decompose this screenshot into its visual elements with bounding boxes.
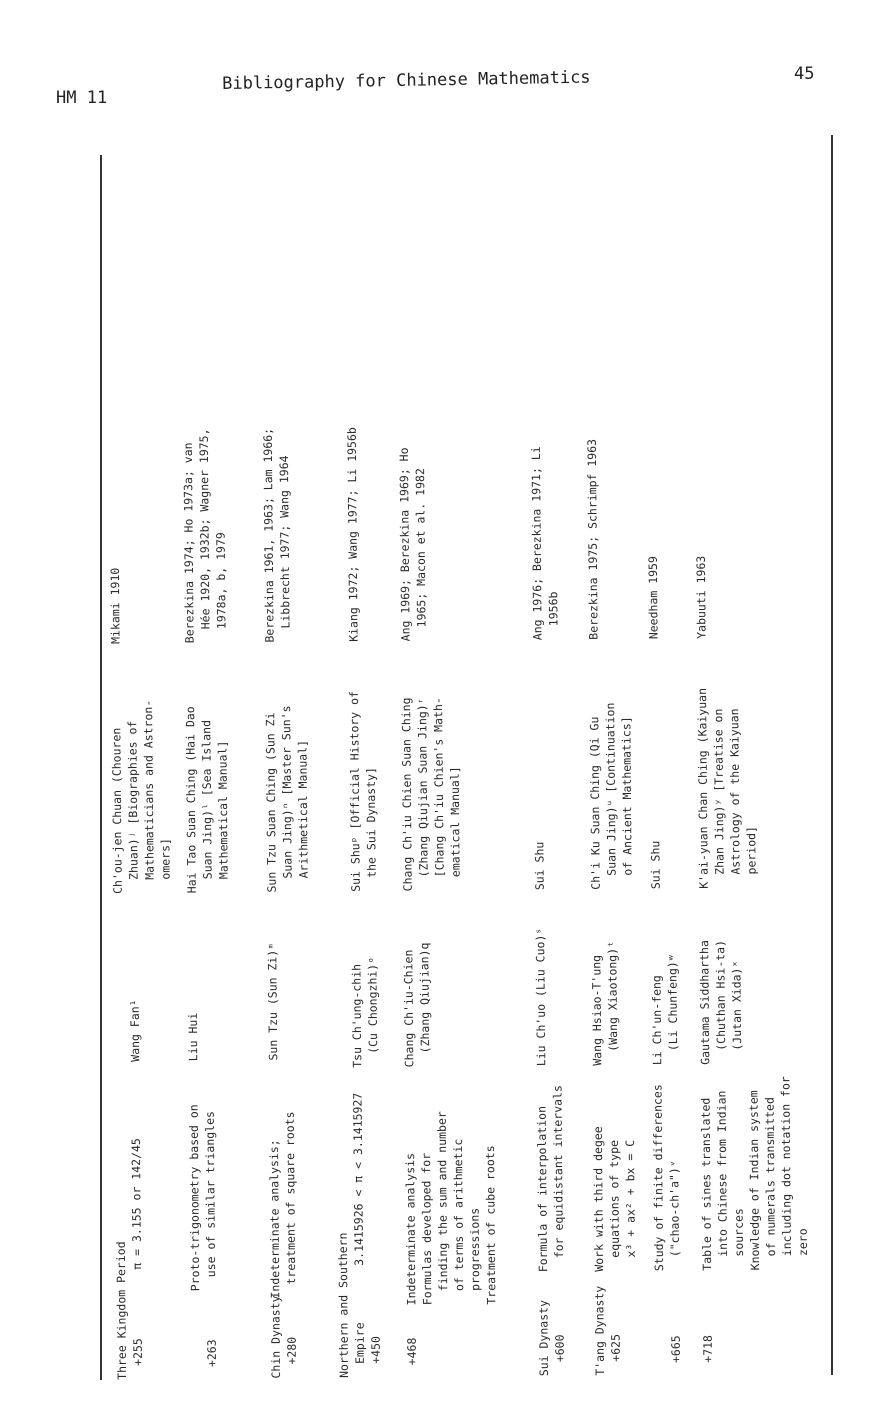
person-cell: Chang Ch'iu-Chien (Zhang Qiujian)q [401,942,433,1068]
work-cell: K'ai-yuan Chan Ching (Kaiyuan Zhan Jing)ʸ [Treatise on Astrology of the Kaiyuan period] [694,687,759,889]
topic-cell: Study of finite differences ("chao-ch'a")ᵛ [650,1084,682,1272]
person-cell: Sun Tzu (Sun Zi)ᵐ [265,942,281,1061]
refs-cell: Ang 1969; Berezkina 1969; Ho 1965; Macon et al. 1982 [396,447,429,642]
work-cell: Sui Shuᵖ [Official History of the Sui Dynasty] [346,690,379,892]
refs-cell: Yabuuti 1963 [693,555,709,639]
topic-cell: Work with third degee equations of type x³ + ax² + bx = C [590,1126,638,1272]
work-cell: Chang Ch'iu Chien Suan Ching (Zhang Qiujian Suan Jing)ʳ [Chang Ch'iu Chien's Math- ematical Manual] [399,697,463,892]
refs-cell: Needham 1959 [645,556,661,640]
topic-cell: Table of sines translated into Chinese from Indian sources Knowledge of Indian system of numerals transmitted including dot notation for zero [698,1076,810,1271]
refs-cell: Mikami 1910 [107,567,123,644]
work-cell: Ch'i Ku Suan Ching (Qi Gu Suan Jing)ᵘ [Continuation of Ancient Mathematics] [587,702,635,890]
refs-cell: Kiang 1972; Wang 1977; Li 1956b [344,427,361,642]
topic-cell: Proto-trigonometry based on use of similar triangles [186,1104,219,1292]
work-cell: Sui Shu [648,840,663,890]
work-cell: Hai Tao Suan Ching (Hai Dao Suan Jing)ˡ [Sea Island Mathematical Manual] [183,706,231,894]
topic-cell: 3.1415926 < π < 3.1415927 [350,1092,367,1266]
refs-cell: Berezkina 1961, 1963; Lam 1966; Libbrecht 1977; Wang 1964 [260,427,293,643]
journal-code: HM 11 [56,88,108,108]
person-cell: Liu Ch'uo (Liu Cuo)ˢ [533,927,549,1067]
work-cell: Sun Tzu Suan Ching (Sun Zi Suan Jing)ⁿ [Master Sun's Arithmetical Manual] [263,705,311,893]
person-cell: Wang Fan¹ [127,999,143,1062]
refs-cell: Berezkina 1975; Schrimpf 1963 [584,438,601,640]
person-cell: Li Ch'un-feng (Li Chunfeng)ʷ [649,954,681,1066]
period-cell: Chin Dynasty +280 [268,1295,299,1379]
table-rule-right [831,135,833,1375]
period-cell: Northern and Southern Empire +450 [335,1232,383,1379]
topic-cell: π = 3.155 or 142/45 [128,1138,145,1270]
person-cell: Liu Hui [185,1012,201,1062]
period-cell: +468 [404,1337,419,1366]
topic-cell: Indeterminate analysis; treatment of square roots [266,1111,299,1299]
work-cell: Sui Shu [532,841,547,891]
refs-cell: Berezkina 1974; Ho 1973a; van Hée 1920, 1932b; Wagner 1975, 1978a, b, 1979 [180,428,229,644]
period-cell: +665 [668,1335,683,1364]
work-cell: Ch'ou-jen Chuan (Chouren Zhuan)ʲ [Biographies of Mathematicians and Astron- omers] [109,699,173,894]
refs-cell: Ang 1976; Berezkina 1971; Li 1956b [528,446,561,641]
chronology-table [97,152,828,1380]
topic-cell: Formula of interpolation for equidistant intervals [534,1085,566,1273]
period-cell: +718 [700,1335,715,1363]
period-cell: Sui Dynasty +600 [536,1299,567,1377]
page-number: 45 [794,64,815,84]
person-cell: Gautama Siddhartha (Chuthan Hsi-ta) (Jutan Xida)ˣ [697,939,745,1065]
period-cell: T'ang Dynasty +625 [592,1285,623,1376]
person-cell: Wang Hsiao-T'ung (Wang Xiaotong)ᵗ [589,940,621,1066]
person-cell: Tsu Ch'ung-chih (Cu Chongzhi)ᵒ [349,956,381,1068]
page-title: Bibliography for Chinese Mathematics [222,67,591,94]
period-cell: Three Kingdom Period +255 [113,1241,145,1380]
topic-cell: Indeterminate analysis Formulas developed for finding the sum and number of terms of arithmetic progressions Treatment of cube roots [403,1111,499,1306]
period-cell: +263 [204,1339,219,1368]
